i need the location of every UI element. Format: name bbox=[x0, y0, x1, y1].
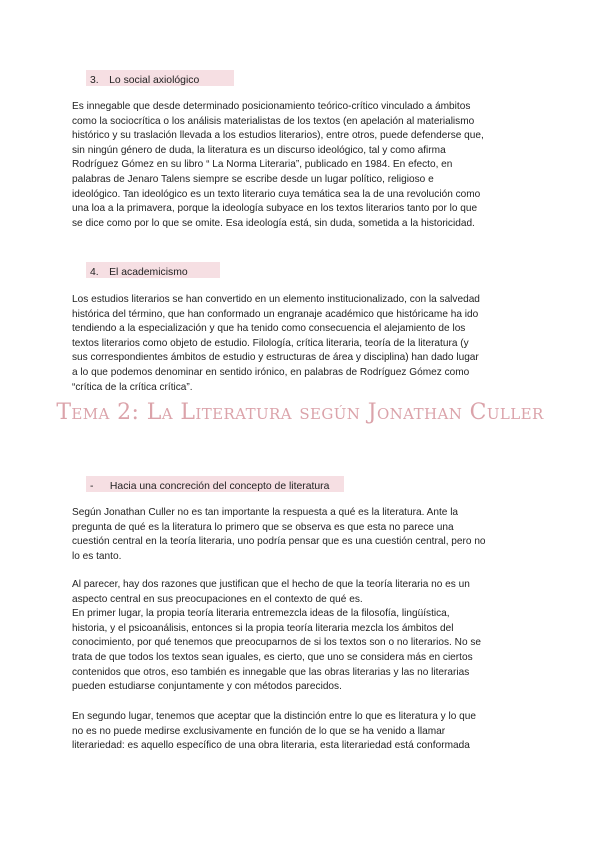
paragraph-line: conocimiento, por qué tenemos que preocuparnos de si los textos son o no literarios. No se bbox=[72, 637, 482, 649]
tema-paragraph-3 bbox=[72, 710, 528, 754]
paragraph-line: aspecto central en sus preocupaciones en el contexto de qué es. bbox=[72, 593, 363, 605]
paragraph-line: trata de que todos los textos sean iguales, es cierto, que uno se considera más en ciertos bbox=[72, 651, 473, 663]
paragraph-line: se dice como por lo que se omite. Esa ideología está, sin duda, sometida a la historicidad. bbox=[72, 217, 475, 229]
section-3-paragraph bbox=[72, 100, 528, 231]
paragraph-line: contenidos que otros, eso también es innegable que las obras literarias y las no literarias bbox=[72, 666, 470, 678]
section-4-number: 4. bbox=[90, 267, 99, 278]
paragraph-line: lo es tanto. bbox=[72, 550, 122, 562]
subheading-bullet: - bbox=[90, 481, 94, 492]
section-3-title: Lo social axiológico bbox=[109, 75, 200, 86]
paragraph-line: historia, y el psicoanálisis, entonces si la propia teoría literaria mezcla los ámbitos del bbox=[72, 622, 454, 634]
paragraph-line: cuestión central en la teoría literaria, uno podría pensar que es una cuestión central, pero no bbox=[72, 536, 486, 548]
paragraph-line: Al parecer, hay dos razones que justifican que el hecho de que la teoría literaria no es un bbox=[72, 579, 470, 590]
paragraph-line: tendiendo a la especialización y que ha tenido como consecuencia el alejamiento de los bbox=[72, 323, 466, 335]
tema-title: Tema 2: La Literatura según Jonathan Culler bbox=[56, 400, 544, 425]
paragraph-line: palabras de Jenaro Talens siempre se escribe desde un lugar político, religioso e bbox=[72, 173, 434, 185]
section-3-number: 3. bbox=[90, 75, 99, 86]
paragraph-line: sin ningún género de duda, la literatura es un discurso ideológico, tal y como afirma bbox=[72, 144, 446, 156]
paragraph-line: sus correspondientes ámbitos de estudio y estructuras de área y disciplina) han dado lugar bbox=[72, 352, 479, 364]
paragraph-line: a lo que podemos denominar en sentido irónico, en palabras de Rodríguez Gómez como bbox=[72, 366, 470, 378]
paragraph-line: Los estudios literarios se han convertido en un elemento institucionalizado, con la salvedad bbox=[72, 294, 480, 305]
section-3-heading bbox=[86, 70, 234, 86]
paragraph-line: Rodríguez Gómez en su libro “ La Norma Literaria”, publicado en 1984. En efecto, en bbox=[72, 159, 453, 171]
paragraph-line: Según Jonathan Culler no es tan importante la respuesta a qué es la literatura. Ante la bbox=[72, 507, 459, 518]
paragraph-line: “crítica de la crítica crítica”. bbox=[72, 381, 193, 393]
paragraph-line: como la sociocrítica o los análisis materialistas de los textos (en apelación al materialismo bbox=[72, 115, 475, 127]
paragraph-line: no es no puede medirse exclusivamente en función de lo que se ha venido a llamar bbox=[72, 725, 446, 737]
section-4-heading bbox=[86, 262, 220, 278]
paragraph-line: pueden estudiarse conjuntamente y con métodos parecidos. bbox=[72, 681, 342, 693]
tema-paragraph-1 bbox=[72, 506, 528, 564]
tema-paragraph-2 bbox=[72, 578, 528, 695]
paragraph-line: literariedad: es aquello específico de una obra literaria, esta literariedad está conformada bbox=[72, 740, 470, 752]
section-4-title: El academicismo bbox=[109, 267, 188, 278]
paragraph-line: En primer lugar, la propia teoría literaria entremezcla ideas de la filosofía, lingüística, bbox=[72, 608, 450, 620]
paragraph-line: histórico y su traslación llevada a los estudios literarios), entre otros, puede defenderse que, bbox=[72, 130, 484, 142]
section-4-paragraph bbox=[72, 293, 528, 395]
paragraph-line: Es innegable que desde determinado posicionamiento teórico-crítico vinculado a ámbitos bbox=[72, 101, 471, 112]
paragraph-line: ideológico. Tan ideológico es un texto literario cuya temática sea la de una revolución como bbox=[72, 188, 481, 200]
paragraph-line: textos literarios como objeto de estudio. Filología, crítica literaria, teoría de la literatura (y bbox=[72, 337, 469, 349]
tema-subheading bbox=[86, 476, 344, 492]
paragraph-line: histórica del término, que han conformado un engranaje académico que históricame ha ido bbox=[72, 308, 479, 320]
paragraph-line: una loa a la primavera, porque la ideología subyace en los textos literarios tanto por lo que bbox=[72, 203, 478, 215]
subheading-text: Hacia una concreción del concepto de literatura bbox=[109, 481, 330, 492]
paragraph-line: En segundo lugar, tenemos que aceptar que la distinción entre lo que es literatura y lo que bbox=[72, 711, 477, 722]
paragraph-line: pregunta de qué es la literatura lo primero que se observa es que esta no parece una bbox=[72, 521, 454, 533]
